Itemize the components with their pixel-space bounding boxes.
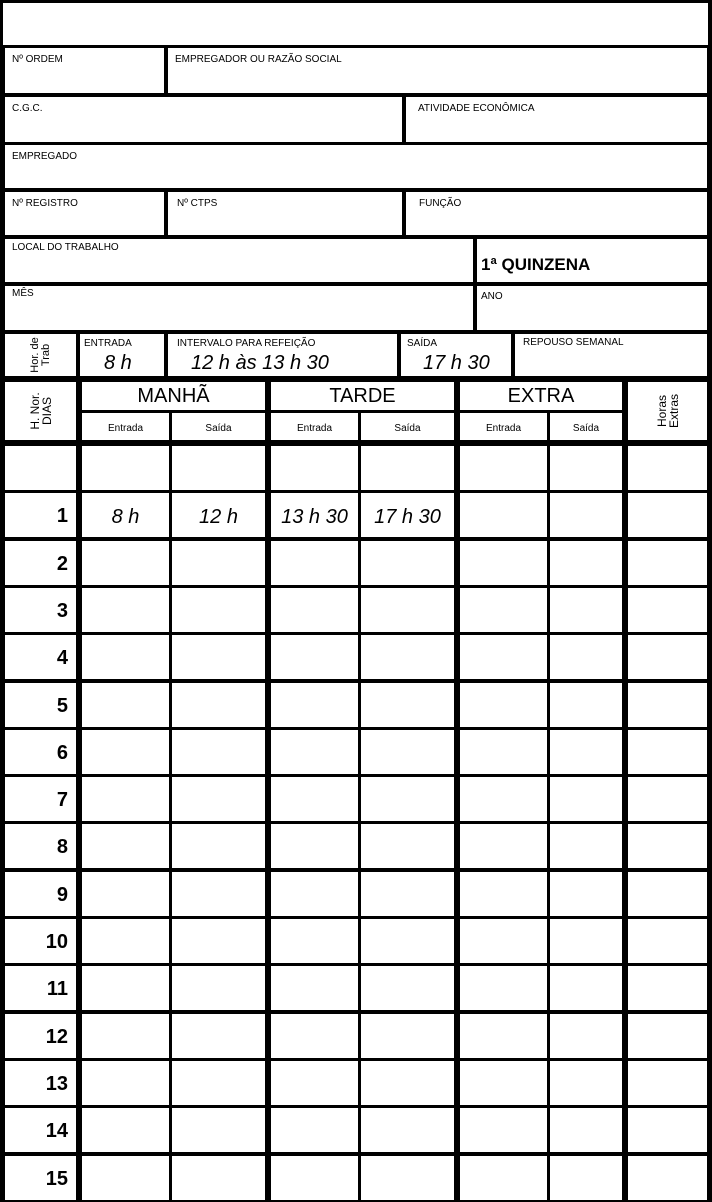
row-tarde-entrada-cell[interactable] bbox=[271, 966, 358, 1010]
manha-entrada-value: 8 h bbox=[111, 506, 140, 528]
row-extra-saida-cell[interactable] bbox=[550, 635, 622, 679]
row-extra-saida-cell[interactable] bbox=[550, 824, 622, 868]
row-manha-entrada-cell[interactable] bbox=[82, 493, 169, 537]
intervalo-label: INTERVALO PARA REFEIÇÃO bbox=[177, 338, 316, 349]
blank-row-extra-entrada-cell[interactable] bbox=[460, 446, 547, 490]
manha-entrada-header bbox=[82, 413, 169, 440]
row-manha-entrada-cell[interactable] bbox=[82, 683, 169, 727]
mes-field[interactable] bbox=[5, 286, 473, 330]
registro-label: Nº REGISTRO bbox=[12, 198, 78, 209]
row-tarde-saida-cell[interactable] bbox=[361, 1108, 454, 1152]
row-tarde-saida-cell[interactable] bbox=[361, 919, 454, 963]
blank-row-tarde-entrada-cell[interactable] bbox=[271, 446, 358, 490]
tarde-entrada-header bbox=[271, 413, 358, 440]
extra-entrada-header bbox=[460, 413, 547, 440]
row-manha-entrada-cell[interactable] bbox=[82, 541, 169, 585]
empregado-field[interactable] bbox=[5, 145, 707, 188]
row-manha-entrada-cell[interactable] bbox=[82, 1061, 169, 1105]
manha-entrada-label: Entrada bbox=[107, 423, 144, 434]
row-horas-extras-cell[interactable] bbox=[628, 541, 707, 585]
row-tarde-saida-cell[interactable] bbox=[361, 777, 454, 821]
row-tarde-entrada-cell[interactable] bbox=[271, 493, 358, 537]
row-extra-saida-cell[interactable] bbox=[550, 966, 622, 1010]
quinzena-title: 1ª QUINZENA bbox=[481, 255, 591, 274]
day-number: 3 bbox=[56, 600, 68, 622]
manha-title: MANHÃ bbox=[137, 385, 210, 407]
row-manha-entrada-cell[interactable] bbox=[82, 919, 169, 963]
dias-label: H. Nor. DIAS bbox=[27, 392, 54, 430]
cgc-label: C.G.C. bbox=[12, 103, 43, 114]
repouso-cell[interactable] bbox=[515, 334, 707, 376]
row-horas-extras-cell[interactable] bbox=[628, 730, 707, 774]
row-extra-saida-cell[interactable] bbox=[550, 588, 622, 632]
day-number: 13 bbox=[45, 1073, 68, 1095]
row-extra-entrada-cell[interactable] bbox=[460, 824, 547, 868]
row-extra-saida-cell[interactable] bbox=[550, 1156, 622, 1200]
hor-trab-label: Hor. de Trab bbox=[28, 337, 52, 373]
blank-row-extra-saida-cell[interactable] bbox=[550, 446, 622, 490]
row-horas-extras-cell[interactable] bbox=[628, 493, 707, 537]
local-trabalho-label: LOCAL DO TRABALHO bbox=[12, 242, 119, 253]
row-manha-entrada-cell[interactable] bbox=[82, 730, 169, 774]
row-tarde-entrada-cell[interactable] bbox=[271, 730, 358, 774]
row-tarde-saida-cell[interactable] bbox=[361, 635, 454, 679]
extra-entrada-label: Entrada bbox=[485, 423, 522, 434]
row-manha-entrada-cell[interactable] bbox=[82, 588, 169, 632]
day-number: 1 bbox=[56, 505, 68, 527]
tarde-entrada-value: 13 h 30 bbox=[281, 506, 348, 528]
row-tarde-saida-cell[interactable] bbox=[361, 493, 454, 537]
day-number: 2 bbox=[56, 553, 68, 575]
row-day-number-cell bbox=[5, 872, 76, 916]
row-day-number-cell bbox=[5, 1014, 76, 1058]
row-horas-extras-cell[interactable] bbox=[628, 1156, 707, 1200]
row-tarde-entrada-cell[interactable] bbox=[271, 872, 358, 916]
day-number: 15 bbox=[45, 1168, 68, 1190]
row-extra-entrada-cell[interactable] bbox=[460, 730, 547, 774]
row-extra-entrada-cell[interactable] bbox=[460, 683, 547, 727]
row-manha-saida-cell[interactable] bbox=[172, 1061, 265, 1105]
tarde-saida-value: 17 h 30 bbox=[374, 506, 441, 528]
row-manha-entrada-cell[interactable] bbox=[82, 635, 169, 679]
blank-row-horas-extras-cell[interactable] bbox=[628, 446, 707, 490]
ano-label: ANO bbox=[481, 291, 503, 302]
row-horas-extras-cell[interactable] bbox=[628, 683, 707, 727]
intervalo-value: 12 h às 13 h 30 bbox=[191, 352, 329, 374]
row-manha-entrada-cell[interactable] bbox=[82, 966, 169, 1010]
row-extra-saida-cell[interactable] bbox=[550, 1061, 622, 1105]
hor-trab-cell bbox=[5, 334, 76, 376]
row-tarde-entrada-cell[interactable] bbox=[271, 824, 358, 868]
row-manha-saida-cell[interactable] bbox=[172, 824, 265, 868]
row-extra-entrada-cell[interactable] bbox=[460, 966, 547, 1010]
row-extra-entrada-cell[interactable] bbox=[460, 1014, 547, 1058]
empregado-label: EMPREGADO bbox=[12, 151, 78, 162]
quinzena-box bbox=[477, 239, 707, 282]
row-manha-saida-cell[interactable] bbox=[172, 1014, 265, 1058]
row-extra-saida-cell[interactable] bbox=[550, 1014, 622, 1058]
entrada-horario-value: 8 h bbox=[104, 352, 132, 374]
row-extra-saida-cell[interactable] bbox=[550, 919, 622, 963]
row-tarde-saida-cell[interactable] bbox=[361, 872, 454, 916]
tarde-saida-header bbox=[361, 413, 454, 440]
row-manha-saida-cell[interactable] bbox=[172, 493, 265, 537]
manha-saida-value: 12 h bbox=[199, 506, 238, 528]
row-extra-entrada-cell[interactable] bbox=[460, 919, 547, 963]
row-day-number-cell bbox=[5, 777, 76, 821]
row-day-number-cell bbox=[5, 541, 76, 585]
row-horas-extras-cell[interactable] bbox=[628, 824, 707, 868]
saida-horario-cell[interactable] bbox=[401, 334, 511, 376]
ano-field[interactable] bbox=[477, 286, 707, 330]
row-extra-entrada-cell[interactable] bbox=[460, 1156, 547, 1200]
row-extra-saida-cell[interactable] bbox=[550, 730, 622, 774]
dias-header bbox=[5, 382, 76, 440]
row-manha-saida-cell[interactable] bbox=[172, 872, 265, 916]
row-extra-entrada-cell[interactable] bbox=[460, 541, 547, 585]
day-number: 12 bbox=[45, 1026, 68, 1048]
empregador-label: EMPREGADOR OU RAZÃO SOCIAL bbox=[175, 54, 342, 65]
row-manha-saida-cell[interactable] bbox=[172, 1156, 265, 1200]
empregador-field[interactable] bbox=[168, 48, 707, 93]
row-tarde-entrada-cell[interactable] bbox=[271, 777, 358, 821]
entrada-horario-label: ENTRADA bbox=[84, 338, 132, 349]
repouso-label: REPOUSO SEMANAL bbox=[523, 337, 624, 348]
blank-row-tarde-saida-cell[interactable] bbox=[361, 446, 454, 490]
row-horas-extras-cell[interactable] bbox=[628, 588, 707, 632]
row-tarde-saida-cell[interactable] bbox=[361, 824, 454, 868]
ctps-label: Nº CTPS bbox=[177, 198, 218, 209]
row-horas-extras-cell[interactable] bbox=[628, 966, 707, 1010]
row-tarde-entrada-cell[interactable] bbox=[271, 588, 358, 632]
row-day-number-cell bbox=[5, 635, 76, 679]
row-manha-entrada-cell[interactable] bbox=[82, 1014, 169, 1058]
row-horas-extras-cell[interactable] bbox=[628, 872, 707, 916]
row-day-number-cell bbox=[5, 1108, 76, 1152]
row-manha-saida-cell[interactable] bbox=[172, 635, 265, 679]
local-trabalho-field[interactable] bbox=[5, 239, 473, 282]
mes-label: MÊS bbox=[12, 288, 34, 299]
tarde-entrada-label: Entrada bbox=[296, 423, 333, 434]
row-extra-entrada-cell[interactable] bbox=[460, 588, 547, 632]
row-tarde-saida-cell[interactable] bbox=[361, 683, 454, 727]
row-day-number-cell bbox=[5, 683, 76, 727]
row-extra-entrada-cell[interactable] bbox=[460, 1061, 547, 1105]
row-tarde-entrada-cell[interactable] bbox=[271, 1108, 358, 1152]
row-tarde-entrada-cell[interactable] bbox=[271, 1014, 358, 1058]
row-tarde-entrada-cell[interactable] bbox=[271, 919, 358, 963]
row-tarde-saida-cell[interactable] bbox=[361, 588, 454, 632]
row-day-number-cell bbox=[5, 588, 76, 632]
day-number: 11 bbox=[46, 978, 68, 1000]
row-tarde-saida-cell[interactable] bbox=[361, 730, 454, 774]
row-tarde-entrada-cell[interactable] bbox=[271, 1156, 358, 1200]
row-extra-entrada-cell[interactable] bbox=[460, 777, 547, 821]
blank-row-day-number-cell bbox=[5, 446, 76, 490]
funcao-field[interactable] bbox=[406, 192, 707, 235]
tarde-header bbox=[271, 382, 454, 410]
row-manha-entrada-cell[interactable] bbox=[82, 824, 169, 868]
day-number: 10 bbox=[45, 931, 68, 953]
row-extra-saida-cell[interactable] bbox=[550, 541, 622, 585]
row-day-number-cell bbox=[5, 824, 76, 868]
row-manha-saida-cell[interactable] bbox=[172, 1108, 265, 1152]
row-tarde-entrada-cell[interactable] bbox=[271, 1061, 358, 1105]
row-extra-entrada-cell[interactable] bbox=[460, 1108, 547, 1152]
atividade-field[interactable] bbox=[406, 97, 707, 142]
row-manha-saida-cell[interactable] bbox=[172, 730, 265, 774]
row-horas-extras-cell[interactable] bbox=[628, 919, 707, 963]
day-number: 14 bbox=[45, 1120, 68, 1142]
day-number: 5 bbox=[56, 695, 68, 717]
row-extra-entrada-cell[interactable] bbox=[460, 493, 547, 537]
row-day-number-cell bbox=[5, 730, 76, 774]
row-manha-entrada-cell[interactable] bbox=[82, 872, 169, 916]
row-manha-saida-cell[interactable] bbox=[172, 966, 265, 1010]
tarde-saida-label: Saída bbox=[394, 423, 421, 434]
row-tarde-entrada-cell[interactable] bbox=[271, 541, 358, 585]
manha-saida-label: Saída bbox=[205, 423, 232, 434]
manha-header bbox=[82, 382, 265, 410]
extra-saida-header bbox=[550, 413, 622, 440]
row-horas-extras-cell[interactable] bbox=[628, 635, 707, 679]
horas-extras-label: Horas Extras bbox=[654, 393, 681, 429]
row-extra-saida-cell[interactable] bbox=[550, 777, 622, 821]
row-extra-entrada-cell[interactable] bbox=[460, 635, 547, 679]
row-extra-saida-cell[interactable] bbox=[550, 1108, 622, 1152]
blank-row-manha-saida-cell[interactable] bbox=[172, 446, 265, 490]
day-number: 8 bbox=[56, 836, 68, 858]
row-day-number-cell bbox=[5, 966, 76, 1010]
day-number: 7 bbox=[56, 789, 68, 811]
row-manha-entrada-cell[interactable] bbox=[82, 1108, 169, 1152]
atividade-label: ATIVIDADE ECONÔMICA bbox=[418, 103, 535, 114]
row-tarde-saida-cell[interactable] bbox=[361, 541, 454, 585]
row-manha-entrada-cell[interactable] bbox=[82, 1156, 169, 1200]
row-day-number-cell bbox=[5, 919, 76, 963]
saida-horario-label: SAÍDA bbox=[407, 338, 438, 349]
row-horas-extras-cell[interactable] bbox=[628, 1061, 707, 1105]
day-number: 4 bbox=[56, 647, 68, 669]
row-manha-saida-cell[interactable] bbox=[172, 683, 265, 727]
extra-title: EXTRA bbox=[507, 385, 575, 407]
tarde-title: TARDE bbox=[329, 385, 396, 407]
row-extra-saida-cell[interactable] bbox=[550, 683, 622, 727]
row-extra-saida-cell[interactable] bbox=[550, 493, 622, 537]
ordem-field[interactable] bbox=[5, 48, 164, 93]
row-manha-saida-cell[interactable] bbox=[172, 588, 265, 632]
intervalo-cell[interactable] bbox=[168, 334, 397, 376]
day-number: 9 bbox=[56, 884, 68, 906]
row-horas-extras-cell[interactable] bbox=[628, 1014, 707, 1058]
top-banner bbox=[3, 3, 708, 45]
row-tarde-entrada-cell[interactable] bbox=[271, 683, 358, 727]
row-manha-saida-cell[interactable] bbox=[172, 777, 265, 821]
row-manha-entrada-cell[interactable] bbox=[82, 777, 169, 821]
cgc-field[interactable] bbox=[5, 97, 402, 142]
row-day-number-cell bbox=[5, 493, 76, 537]
entrada-horario-cell[interactable] bbox=[80, 334, 164, 376]
day-number: 6 bbox=[56, 742, 68, 764]
row-extra-saida-cell[interactable] bbox=[550, 872, 622, 916]
row-manha-saida-cell[interactable] bbox=[172, 919, 265, 963]
row-extra-entrada-cell[interactable] bbox=[460, 872, 547, 916]
row-tarde-saida-cell[interactable] bbox=[361, 1014, 454, 1058]
saida-horario-value: 17 h 30 bbox=[423, 352, 490, 374]
row-tarde-saida-cell[interactable] bbox=[361, 966, 454, 1010]
funcao-label: FUNÇÃO bbox=[419, 198, 462, 209]
ctps-field[interactable] bbox=[168, 192, 402, 235]
row-tarde-saida-cell[interactable] bbox=[361, 1061, 454, 1105]
blank-row-manha-entrada-cell[interactable] bbox=[82, 446, 169, 490]
registro-field[interactable] bbox=[5, 192, 164, 235]
row-horas-extras-cell[interactable] bbox=[628, 1108, 707, 1152]
row-manha-saida-cell[interactable] bbox=[172, 541, 265, 585]
extra-saida-label: Saída bbox=[572, 423, 600, 434]
ordem-label: Nº ORDEM bbox=[12, 54, 63, 65]
row-day-number-cell bbox=[5, 1156, 76, 1200]
horas-extras-header bbox=[628, 382, 707, 440]
row-tarde-saida-cell[interactable] bbox=[361, 1156, 454, 1200]
extra-header bbox=[460, 382, 622, 410]
row-tarde-entrada-cell[interactable] bbox=[271, 635, 358, 679]
manha-saida-header bbox=[172, 413, 265, 440]
row-horas-extras-cell[interactable] bbox=[628, 777, 707, 821]
row-day-number-cell bbox=[5, 1061, 76, 1105]
